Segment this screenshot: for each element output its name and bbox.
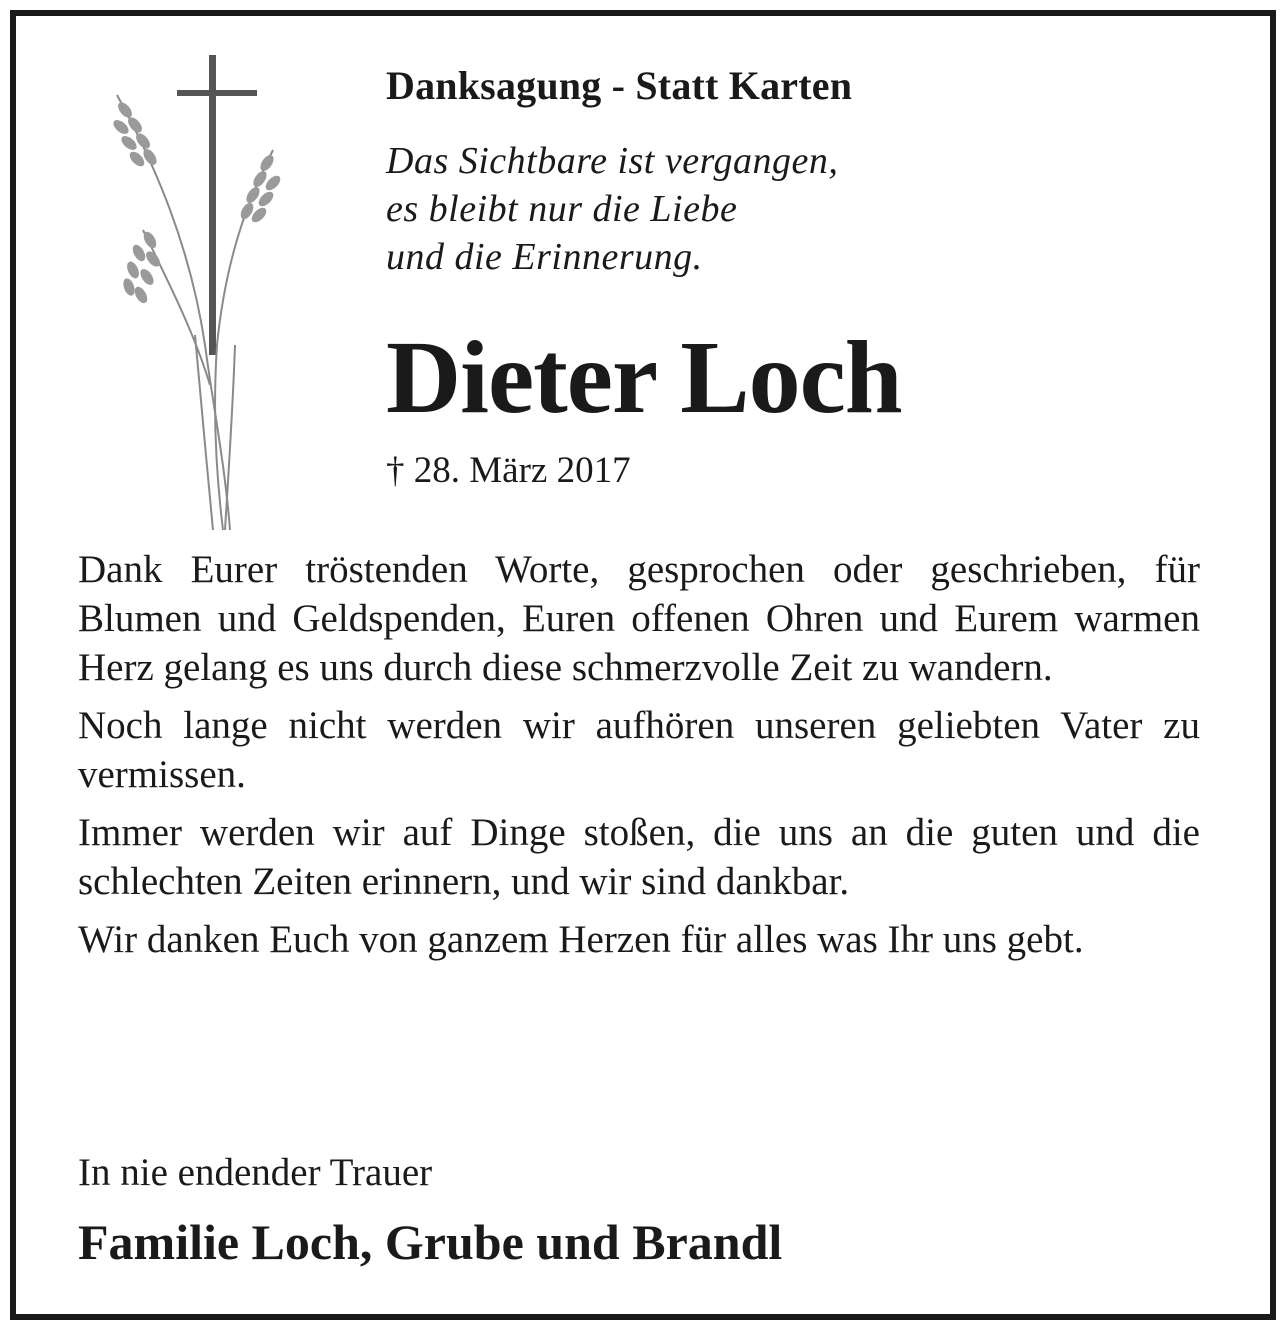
death-date: † 28. März 2017 bbox=[386, 450, 631, 491]
paragraph: Immer werden wir auf Dinge stoßen, die uns an die guten und die schlechten Zeiten erinnern, und wir sind dankbar. bbox=[78, 811, 1200, 903]
closing-block bbox=[78, 1150, 782, 1272]
quote bbox=[386, 137, 902, 281]
quote-line: Das Sichtbare ist vergangen, bbox=[386, 140, 839, 182]
paragraph: Wir danken Euch von ganzem Herzen für alles was Ihr uns gebt. bbox=[78, 918, 1084, 961]
heading: Danksagung - Statt Karten bbox=[386, 63, 853, 108]
family-signature: Familie Loch, Grube und Brandl bbox=[78, 1214, 783, 1270]
deceased-name: Dieter Loch bbox=[386, 320, 902, 435]
quote-line: es bleibt nur die Liebe bbox=[386, 188, 738, 230]
body-text bbox=[78, 545, 1200, 973]
paragraph: Dank Eurer tröstenden Worte, gesprochen oder geschrieben, für Blumen und Geldspenden, Euren offenen Ohren und Eurem warmen Herz gelang es uns durch diese schmerzvolle Zeit zu wandern. bbox=[78, 548, 1200, 689]
closing-line: In nie endender Trauer bbox=[78, 1151, 433, 1194]
header-block bbox=[386, 62, 902, 492]
cross-with-wheat-icon bbox=[95, 45, 295, 535]
quote-line: und die Erinnerung. bbox=[386, 236, 703, 278]
paragraph: Noch lange nicht werden wir aufhören unseren geliebten Vater zu vermissen. bbox=[78, 704, 1200, 796]
